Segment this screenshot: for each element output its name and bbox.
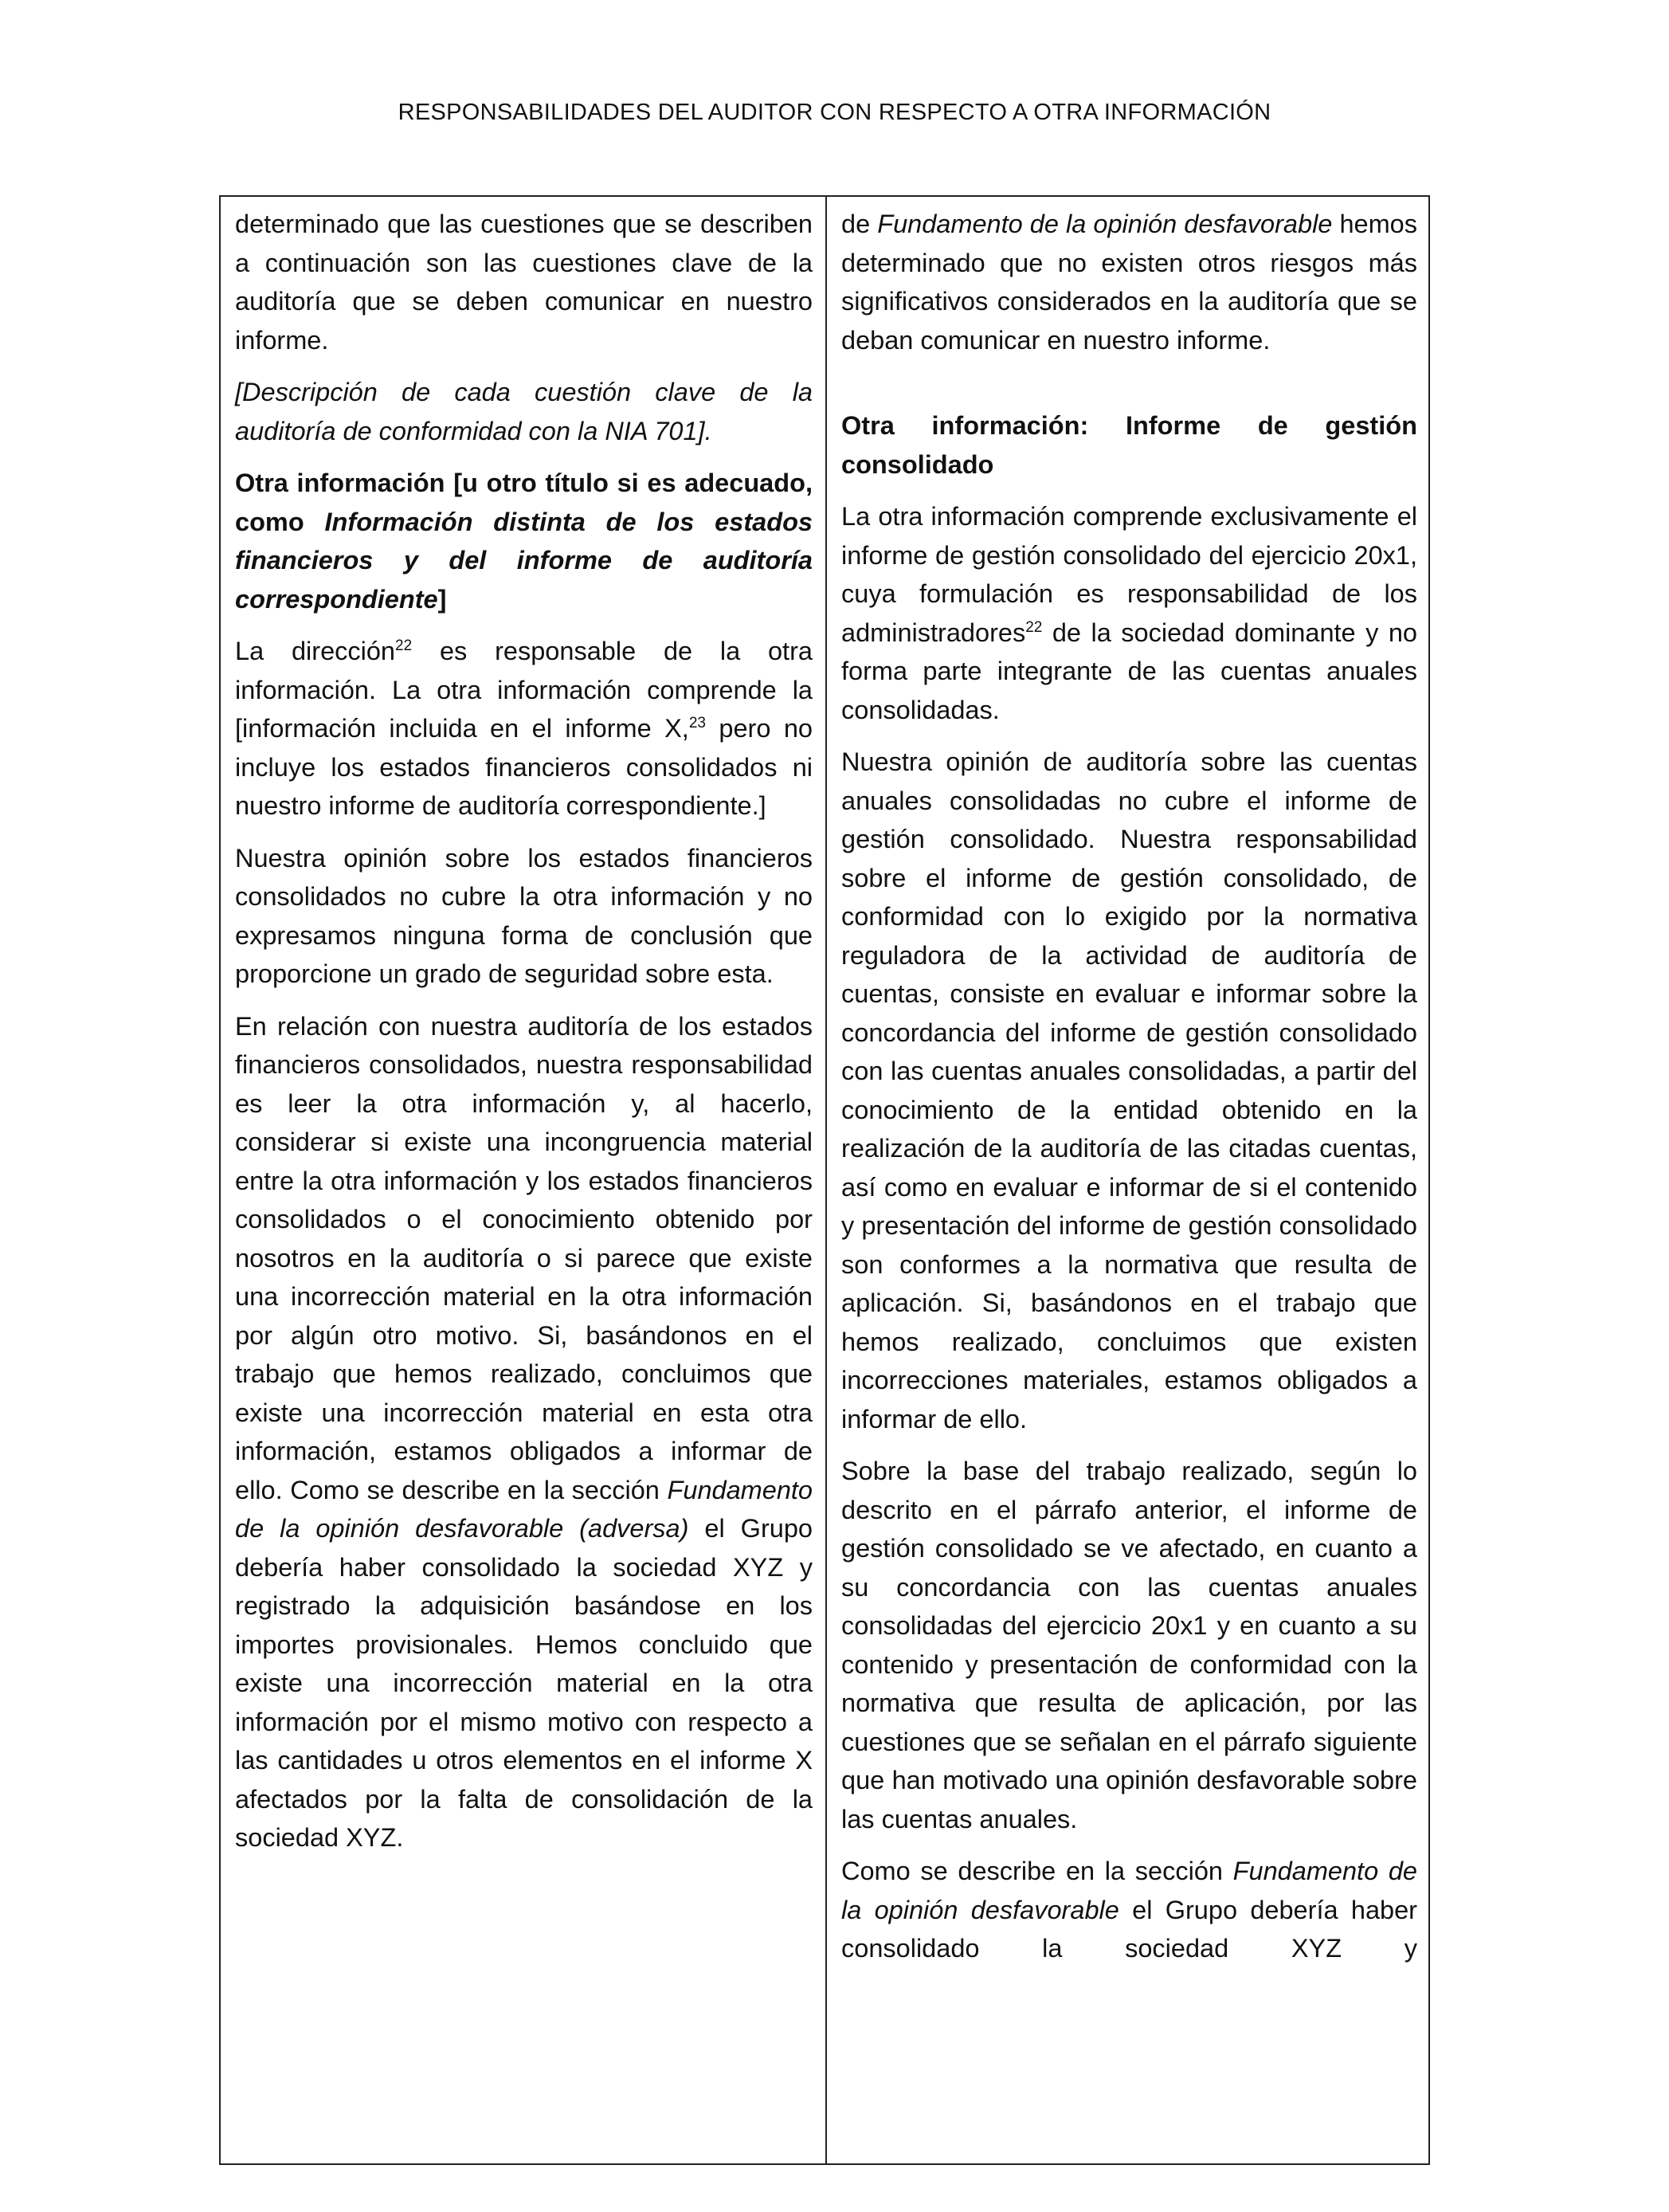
footnote-ref-23: 23 xyxy=(688,715,706,732)
left-p5-text-a: En relación con nuestra auditoría de los estados financieros consolidados, nuestra responsabilidad es leer la otra información y, al hacerlo, considerar si existe una incongruencia material entre la otra información y los estados financieros consolidados o el conocimiento obtenido por nosotros en la auditoría o si parece que existe una incorrección material en la otra información por algún otro motivo. Si, basándonos en el trabajo que hemos realizado, concluimos que existe una incorrección material en esta otra información, estamos obligados a informar de ello. Como se describe en la sección xyxy=(235,1011,813,1504)
left-paragraph-5 xyxy=(235,1007,813,1857)
two-column-table xyxy=(219,195,1430,2165)
left-p3-text-c: pero no incluye los estados financieros consolidados ni nuestro informe de auditoría correspondiente.] xyxy=(235,714,813,820)
left-heading-italic: Información distinta de los estados financieros y del informe de auditoría correspondiente xyxy=(235,507,813,614)
right-p5-text-b: el Grupo debería haber consolidado la sociedad XYZ y xyxy=(841,1895,1417,1963)
right-p1-text-b: hemos determinado que no existen otros riesgos más significativos considerados en la auditoría que se deban comunicar en nuestro informe. xyxy=(841,210,1417,355)
right-p2-text-b: de la sociedad dominante y no forma parte integrante de las cuentas anuales consolidadas. xyxy=(841,618,1417,724)
left-heading-suffix: ] xyxy=(437,584,447,614)
left-paragraph-4: Nuestra opinión sobre los estados financieros consolidados no cubre la otra información y no expresamos ninguna forma de conclusión que proporcione un grado de seguridad sobre esta. xyxy=(235,843,813,988)
right-paragraph-1 xyxy=(841,205,1417,359)
left-paragraph-2-italic: [Descripción de cada cuestión clave de la auditoría de conformidad con la NIA 701]. xyxy=(235,378,813,445)
right-paragraph-2 xyxy=(841,497,1417,729)
left-p3-text-a: La dirección xyxy=(235,637,396,665)
left-paragraph-2 xyxy=(235,373,813,450)
left-paragraph-1: determinado que las cuestiones que se describen a continuación son las cuestiones clave de la auditoría que se deben comunicar en nuestro informe. xyxy=(235,210,813,355)
left-column xyxy=(221,197,827,2163)
right-p5-text-a: Como se describe en la sección xyxy=(841,1857,1233,1885)
right-p2-text-a: La otra información comprende exclusivamente el informe de gestión consolidado del ejercicio 20x1, cuya formulación es responsabilidad de los administradores xyxy=(841,502,1417,647)
left-p3-text-b: es responsable de la otra información. La otra información comprende la [información incluida en el informe X, xyxy=(235,637,813,743)
left-p5-italic: Fundamento de la opinión desfavorable (adversa) xyxy=(235,1475,813,1543)
page-header: RESPONSABILIDADES DEL AUDITOR CON RESPECTO A OTRA INFORMACIÓN xyxy=(398,100,1271,125)
right-column xyxy=(827,197,1430,2163)
footnote-ref-22: 22 xyxy=(1025,618,1043,636)
right-heading-informe-gestion: Otra información: Informe de gestión consolidado xyxy=(841,411,1417,479)
left-paragraph-3 xyxy=(235,632,813,826)
right-paragraph-5 xyxy=(841,1852,1417,1968)
footnote-ref-22: 22 xyxy=(395,637,413,655)
right-paragraph-4: Sobre la base del trabajo realizado, según lo descrito en el párrafo anterior, el informe de gestión consolidado se ve afectado, en cuanto a su concordancia con las cuentas anuales consolidadas del ejercicio 20x1 y en cuanto a su contenido y presentación de conformidad con la normativa que resulta de aplicación, por las cuestiones que se señalan en el párrafo siguiente que han motivado una opinión desfavorable sobre las cuentas anuales. xyxy=(841,1457,1417,1834)
left-heading-otra-informacion xyxy=(235,464,813,618)
left-heading-prefix: Otra información [u otro título si es adecuado, como xyxy=(235,469,813,536)
right-p5-italic: Fundamento de la opinión desfavorable xyxy=(841,1857,1417,1924)
left-p5-text-b: el Grupo debería haber consolidado la sociedad XYZ y registrado la adquisición basándose en los importes provisionales. Hemos concluido que existe una incorrección material en la otra información por el mismo motivo con respecto a las cantidades u otros elementos en el informe X afectados por la falta de consolidación de la sociedad XYZ. xyxy=(235,1514,813,1852)
right-p1-italic: Fundamento de la opinión desfavorable xyxy=(877,210,1333,238)
spacer xyxy=(841,373,1417,406)
right-paragraph-3: Nuestra opinión de auditoría sobre las cuentas anuales consolidadas no cubre el informe de gestión consolidado. Nuestra responsabilidad sobre el informe de gestión consolidado, de conformidad con lo exigido por la normativa reguladora de la actividad de auditoría de cuentas, consiste en evaluar e informar sobre la concordancia del informe de gestión consolidado con las cuentas anuales consolidadas, a partir del conocimiento de la entidad obtenido en la realización de la auditoría de las citadas cuentas, así como en evaluar e informar de si el contenido y presentación del informe de gestión consolidado son conformes a la normativa que resulta de aplicación. Si, basándonos en el trabajo que hemos realizado, concluimos que existen incorrecciones materiales, estamos obligados a informar de ello. xyxy=(841,747,1417,1433)
right-p1-text-a: de xyxy=(841,210,878,238)
